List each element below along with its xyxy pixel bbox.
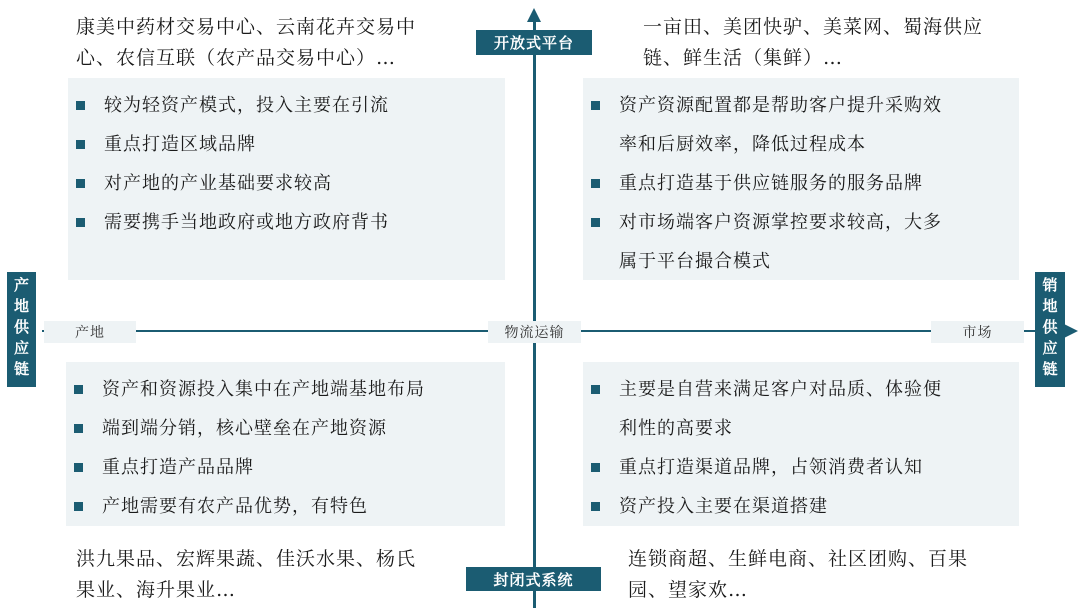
vertical-axis-line [533, 18, 536, 608]
examples-line: 果业、海升果业… [76, 579, 237, 601]
examples-line: 连锁商超、生鲜电商、社区团购、百果 [628, 548, 969, 570]
bottom-left-examples [76, 544, 496, 606]
list-item: 重点打造区域品牌 [68, 125, 505, 164]
list-item: 产地需要有农产品优势，有特色 [66, 487, 505, 526]
examples-line: 洪九果品、宏辉果蔬、佳沃水果、杨氏 [76, 548, 417, 570]
bottom-right-examples [628, 544, 1048, 606]
left-axis-label: 产地 [44, 321, 136, 343]
examples-line: 一亩田、美团快驴、美菜网、蜀海供应 [643, 16, 984, 38]
list-item: 对市场端客户资源掌控要求较高，大多 属于平台撮合模式 [583, 203, 1019, 281]
square-bullet-icon [74, 502, 83, 511]
list-item: 资产投入主要在渠道搭建 [583, 487, 1019, 526]
square-bullet-icon [591, 463, 600, 472]
square-bullet-icon [74, 424, 83, 433]
top-left-examples [76, 12, 496, 74]
right-side-label: 销地供应链 [1035, 272, 1065, 387]
examples-line: 康美中药材交易中心、云南花卉交易中 [76, 16, 417, 38]
square-bullet-icon [76, 101, 85, 110]
left-side-label: 产地供应链 [7, 272, 36, 387]
square-bullet-icon [591, 218, 600, 227]
vertical-axis-arrow [527, 8, 541, 22]
list-item: 较为轻资产模式，投入主要在引流 [68, 86, 505, 125]
list-item: 重点打造渠道品牌，占领消费者认知 [583, 448, 1019, 487]
list-item: 需要携手当地政府或地方政府背书 [68, 203, 505, 242]
bottom-axis-label: 封闭式系统 [466, 567, 601, 591]
bottom-left-panel [66, 362, 505, 526]
list-item: 资产和资源投入集中在产地端基地布局 [66, 370, 505, 409]
list-item: 重点打造基于供应链服务的服务品牌 [583, 164, 1019, 203]
bottom-right-panel [583, 362, 1019, 526]
square-bullet-icon [591, 502, 600, 511]
examples-line: 园、望家欢… [628, 579, 749, 601]
square-bullet-icon [76, 140, 85, 149]
top-right-examples [643, 12, 1063, 74]
square-bullet-icon [591, 385, 600, 394]
top-right-panel [583, 78, 1019, 280]
top-left-panel [68, 78, 505, 280]
square-bullet-icon [76, 179, 85, 188]
square-bullet-icon [74, 385, 83, 394]
list-item: 对产地的产业基础要求较高 [68, 164, 505, 203]
right-axis-label: 市场 [931, 321, 1024, 343]
examples-line: 心、农信互联（农产品交易中心）… [76, 47, 397, 69]
square-bullet-icon [76, 218, 85, 227]
list-item: 重点打造产品品牌 [66, 448, 505, 487]
horizontal-axis-arrow [1064, 324, 1078, 338]
list-item: 端到端分销，核心壁垒在产地资源 [66, 409, 505, 448]
square-bullet-icon [591, 179, 600, 188]
list-item: 主要是自营来满足客户对品质、体验便 利性的高要求 [583, 370, 1019, 448]
center-axis-label: 物流运输 [488, 321, 581, 343]
square-bullet-icon [591, 101, 600, 110]
top-axis-label: 开放式平台 [476, 30, 592, 55]
square-bullet-icon [74, 463, 83, 472]
examples-line: 链、鲜生活（集鲜）… [643, 47, 844, 69]
list-item: 资产资源配置都是帮助客户提升采购效 率和后厨效率，降低过程成本 [583, 86, 1019, 164]
